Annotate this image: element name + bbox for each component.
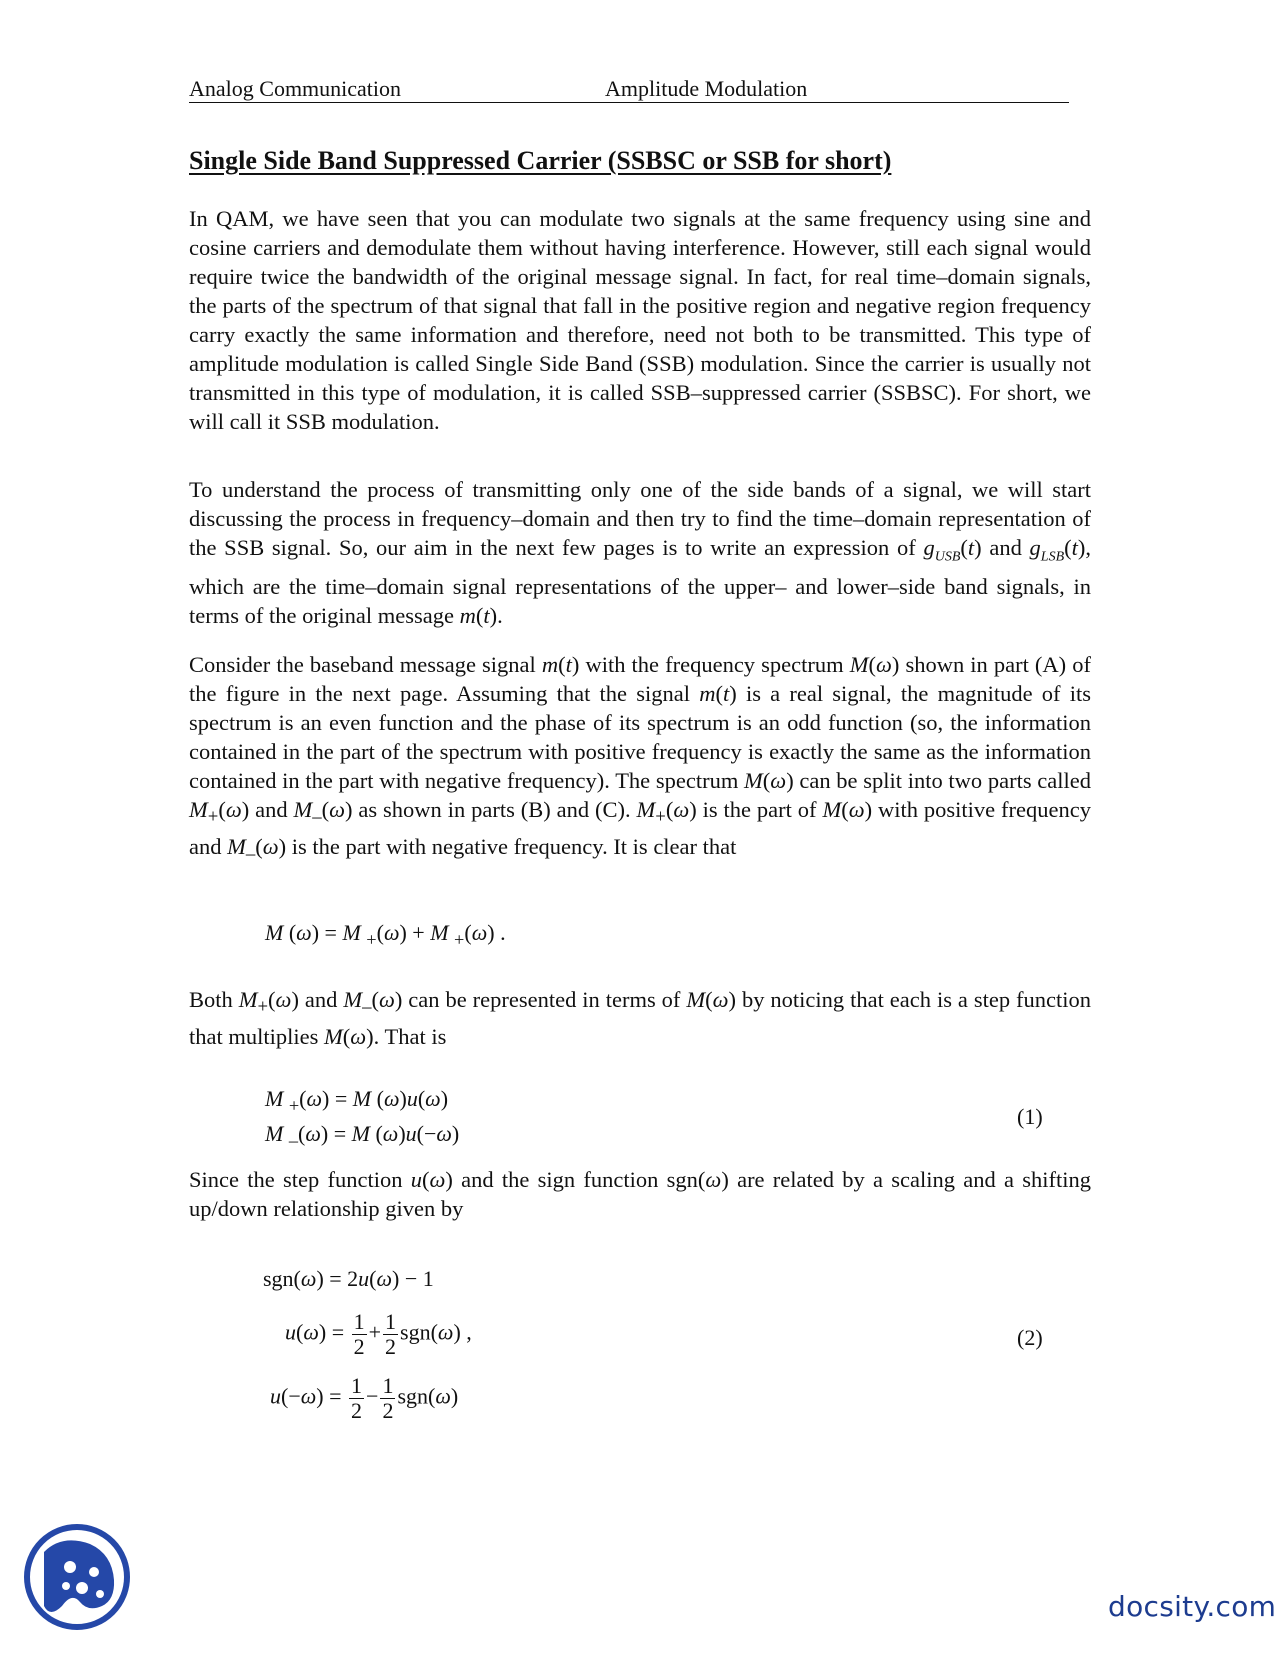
equation-u-negative: u(−ω) = $\frac{1}{2}$ − $\frac{1}{2}$ sgn(ω) <box>270 1373 459 1423</box>
equation-number-1: (1) <box>1017 1104 1043 1129</box>
equation-sum: M (ω) = M $_+$(ω) + M $_+$(ω) . <box>265 920 506 950</box>
paragraph-step-function: Since the step function u(ω) and the sign function sgn(ω) are related by a scaling and a shifting up/down relationship given by <box>189 1167 1092 1221</box>
equation-sgn: sgn(ω) = 2u(ω) − 1 <box>263 1266 434 1291</box>
equation-number-2: (2) <box>1017 1325 1043 1350</box>
equation-u-positive: u(ω) = $\frac{1}{2}$ + $\frac{1}{2}$ sgn(ω) , <box>285 1309 472 1359</box>
paragraph-aim: To understand the process of transmitting only one of the side bands of a signal, we will start discussing the process in frequency–domain and then try to find the time–domain representation of the SSB signal. So, our aim in the next few pages is to write an expression of $g_{USB}(t)$ and $g_{LSB}(t)$, which are the time–domain signal representations of the upper– and lower–side band signals, in terms of the original message m(t). <box>189 477 1092 628</box>
header-course: Analog Communication <box>189 76 402 101</box>
paragraph-both: Both $M_+(\omega)$ and $M_-(\omega)$ can be represented in terms of M(ω) by noticing that each is a step function that multiplies M(ω). That is <box>189 987 1092 1049</box>
running-header <box>189 74 1069 103</box>
equation-mminus: M $_-$(ω) = M (ω)u(−ω) <box>265 1121 460 1151</box>
docsity-brand-link[interactable]: docsity.com <box>1108 1590 1277 1623</box>
paragraph-intro: In QAM, we have seen that you can modulate two signals at the same frequency using sine and cosine carriers and demodulate them without having interference. However, still each signal would require twice the bandwidth of the original message signal. In fact, for real time–domain signals, the parts of the spectrum of that signal that fall in the positive region and negative region frequency carry exactly the same information and therefore, need not both to be transmitted. This type of amplitude modulation is called Single Side Band (SSB) modulation. Since the carrier is usually not transmitted in this type of modulation, it is called SSB–suppressed carrier (SSBSC). For short, we will call it SSB modulation. <box>189 206 1091 434</box>
paragraph-baseband: Consider the baseband message signal m(t) with the frequency spectrum M(ω) shown in part (A) of the figure in the next page. Assuming that the signal m(t) is a real signal, the magnitude of its spectrum is an even function and the phase of its spectrum is an odd function (so, the information contained in the part of the spectrum with positive frequency is exactly the same as the information contained in the part with negative frequency). The spectrum M(ω) can be split into two parts called $M_+(\omega)$ and $M_-(\omega)$ as shown in parts (B) and (C). $M_+(\omega)$ is the part of M(ω) with positive frequency and $M_-(\omega)$ is the part with negative frequency. It is clear that <box>189 652 1092 864</box>
section-title: Single Side Band Suppressed Carrier (SSBSC or SSB for short) <box>189 146 892 175</box>
docsity-logo-icon <box>22 1522 132 1632</box>
header-chapter: Amplitude Modulation <box>605 76 808 101</box>
equation-mplus: M $_+$(ω) = M (ω)u(ω) <box>265 1086 449 1116</box>
